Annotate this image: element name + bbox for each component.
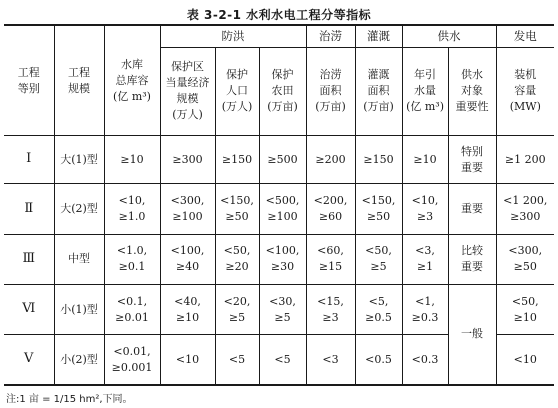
row-5-irrigation: <0.5 bbox=[355, 335, 402, 385]
header-irrigation-area: 灌溉 面积 (万亩) bbox=[355, 47, 402, 135]
row-3-drainage: <60, ≥15 bbox=[306, 234, 355, 284]
row-5-drainage: <3 bbox=[306, 335, 355, 385]
footnote: 注:1 亩 = 1/15 hm²,下同。 bbox=[6, 394, 133, 405]
row-1-scale: 大(1)型 bbox=[54, 136, 104, 184]
header-farmland: 保护 农田 (万亩) bbox=[259, 47, 306, 135]
row-4-grade: Ⅵ bbox=[4, 284, 54, 334]
header-drainage-area: 治涝 面积 (万亩) bbox=[306, 47, 355, 135]
row-4-scale: 小(1)型 bbox=[54, 284, 104, 334]
row-2-capacity: <10, ≥1.0 bbox=[104, 184, 160, 234]
header-group-supply: 供水 bbox=[402, 25, 496, 47]
row-2-power: <1 200, ≥300 bbox=[496, 184, 554, 234]
header-group-drainage: 治涝 bbox=[306, 25, 355, 47]
header-grade: 工程 等别 bbox=[4, 25, 54, 136]
row-5-water: <0.3 bbox=[402, 335, 448, 385]
general-importance: 一般 bbox=[448, 284, 496, 385]
row-2-importance: 重要 bbox=[448, 184, 496, 234]
row-5-grade: Ⅴ bbox=[4, 335, 54, 385]
row-1-grade: I bbox=[4, 136, 54, 184]
header-capacity: 水库 总库容 (亿 m³) bbox=[104, 25, 160, 136]
row-5-scale: 小(2)型 bbox=[54, 335, 104, 385]
row-1-power: ≥1 200 bbox=[496, 136, 554, 184]
row-3-grade: Ⅲ bbox=[4, 234, 54, 284]
row-1-farmland: ≥500 bbox=[259, 136, 306, 184]
header-installed-capacity: 装机 容量 (MW) bbox=[496, 47, 554, 135]
row-2-irrigation: <150, ≥50 bbox=[355, 184, 402, 234]
row-5-economy: <10 bbox=[160, 335, 215, 385]
row-2-population: <150, ≥50 bbox=[215, 184, 259, 234]
row-4-economy: <40, ≥10 bbox=[160, 284, 215, 334]
row-1-economy: ≥300 bbox=[160, 136, 215, 184]
row-3-scale: 中型 bbox=[54, 234, 104, 284]
grading-table bbox=[4, 24, 554, 386]
row-3-importance: 比较 重要 bbox=[448, 234, 496, 284]
row-2-scale: 大(2)型 bbox=[54, 184, 104, 234]
row-5-population: <5 bbox=[215, 335, 259, 385]
row-2-grade: Ⅱ bbox=[4, 184, 54, 234]
row-1-population: ≥150 bbox=[215, 136, 259, 184]
row-2-economy: <300, ≥100 bbox=[160, 184, 215, 234]
header-economy: 保护区 当量经济 规模 (万人) bbox=[160, 47, 215, 135]
row-5-farmland: <5 bbox=[259, 335, 306, 385]
row-1-capacity: ≥10 bbox=[104, 136, 160, 184]
header-group-flood: 防洪 bbox=[160, 25, 306, 47]
row-1-irrigation: ≥150 bbox=[355, 136, 402, 184]
header-group-power: 发电 bbox=[496, 25, 554, 47]
row-1-water: ≥10 bbox=[402, 136, 448, 184]
row-4-drainage: <15, ≥3 bbox=[306, 284, 355, 334]
header-supply-importance: 供水 对象 重要性 bbox=[448, 47, 496, 135]
row-5-power: <10 bbox=[496, 335, 554, 385]
row-4-capacity: <0.1, ≥0.01 bbox=[104, 284, 160, 334]
header-group-irrigation: 灌溉 bbox=[355, 25, 402, 47]
row-5-capacity: <0.01, ≥0.001 bbox=[104, 335, 160, 385]
row-3-water: <3, ≥1 bbox=[402, 234, 448, 284]
row-1-importance: 特别 重要 bbox=[448, 136, 496, 184]
row-2-water: <10, ≥3 bbox=[402, 184, 448, 234]
row-4-irrigation: <5, ≥0.5 bbox=[355, 284, 402, 334]
table-title: 表 3-2-1 水利水电工程分等指标 bbox=[186, 8, 372, 22]
row-3-capacity: <1.0, ≥0.1 bbox=[104, 234, 160, 284]
row-2-farmland: <500, ≥100 bbox=[259, 184, 306, 234]
row-4-water: <1, ≥0.3 bbox=[402, 284, 448, 334]
row-4-power: <50, ≥10 bbox=[496, 284, 554, 334]
row-3-farmland: <100, ≥30 bbox=[259, 234, 306, 284]
row-3-irrigation: <50, ≥5 bbox=[355, 234, 402, 284]
row-2-drainage: <200, ≥60 bbox=[306, 184, 355, 234]
row-3-economy: <100, ≥40 bbox=[160, 234, 215, 284]
row-1-drainage: ≥200 bbox=[306, 136, 355, 184]
row-4-population: <20, ≥5 bbox=[215, 284, 259, 334]
header-scale: 工程 规模 bbox=[54, 25, 104, 136]
row-3-population: <50, ≥20 bbox=[215, 234, 259, 284]
header-water-volume: 年引 水量 (亿 m³) bbox=[402, 47, 448, 135]
header-population: 保护 人口 (万人) bbox=[215, 47, 259, 135]
row-4-farmland: <30, ≥5 bbox=[259, 284, 306, 334]
row-3-power: <300, ≥50 bbox=[496, 234, 554, 284]
